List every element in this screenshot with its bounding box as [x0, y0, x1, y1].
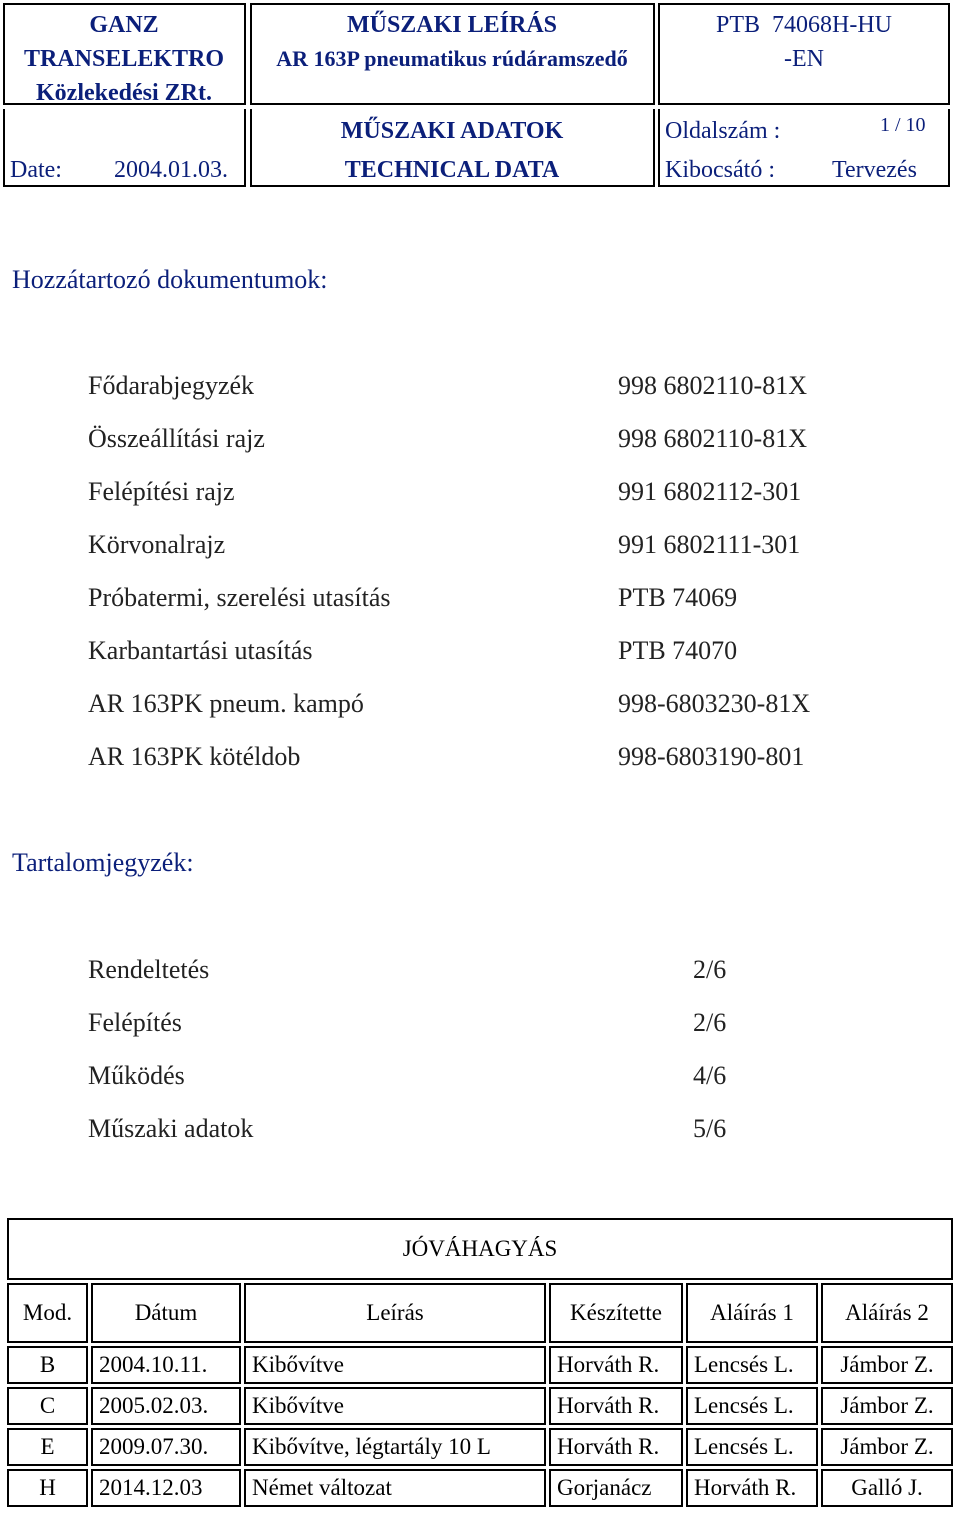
list-item-name: AR 163PK kötéldob [88, 742, 301, 771]
list-item-name: Körvonalrajz [88, 530, 226, 559]
cell-mod: C [7, 1387, 88, 1425]
cell-signature-2: Jámbor Z. [821, 1346, 953, 1384]
cell-date: 2004.10.11. [91, 1346, 241, 1384]
cell-prepared-by: Gorjanácz [549, 1469, 683, 1507]
doc-type: MŰSZAKI LEÍRÁS [346, 12, 558, 38]
cell-prepared-by: Horváth R. [549, 1387, 683, 1425]
column-header: Mod. [7, 1283, 88, 1343]
list-item-name: Összeállítási rajz [88, 424, 265, 453]
column-header: Aláírás 2 [821, 1283, 953, 1343]
toc-item-name: Rendeltetés [88, 955, 210, 984]
cell-signature-2: Jámbor Z. [821, 1428, 953, 1466]
cell-mod: H [7, 1469, 88, 1507]
list-item-name: Felépítési rajz [88, 477, 235, 506]
column-header: Leírás [244, 1283, 546, 1343]
toc-item-page: 2/6 [693, 1008, 727, 1037]
toc-title: Tartalomjegyzék: [12, 848, 194, 877]
page-label: Oldalszám : [665, 118, 781, 144]
issuer-label: Kibocsátó : [665, 157, 775, 183]
cell-description: Kibővítve [244, 1387, 546, 1425]
cell-signature-1: Lencsés L. [686, 1346, 818, 1384]
toc-item-name: Működés [88, 1061, 185, 1090]
issuer-value: Tervezés [832, 157, 917, 183]
date-label: Date: [10, 157, 62, 183]
company-line-2: TRANSELEKTRO [23, 46, 225, 72]
list-item-code: PTB 74069 [618, 583, 738, 612]
cell-date: 2005.02.03. [91, 1387, 241, 1425]
cell-mod: E [7, 1428, 88, 1466]
cell-mod: B [7, 1346, 88, 1384]
cell-signature-1: Horváth R. [686, 1469, 818, 1507]
toc-item-page: 2/6 [693, 955, 727, 984]
company-line-3: Közlekedési ZRt. [36, 80, 212, 106]
cell-description: Kibővítve [244, 1346, 546, 1384]
list-item-name: Fődarabjegyzék [88, 371, 255, 400]
table-row [7, 1387, 953, 1425]
cell-signature-1: Lencsés L. [686, 1428, 818, 1466]
section-title-en: TECHNICAL DATA [344, 157, 560, 183]
list-item-name: Próbatermi, szerelési utasítás [88, 583, 391, 612]
table-row [7, 1346, 953, 1384]
toc-item-page: 4/6 [693, 1061, 727, 1090]
list-item-code: 991 6802112-301 [618, 477, 802, 506]
list-item-code: PTB 74070 [618, 636, 738, 665]
table-row [7, 1469, 953, 1507]
cell-description: Német változat [244, 1469, 546, 1507]
list-item-name: Karbantartási utasítás [88, 636, 313, 665]
page-value: 1 / 10 [880, 114, 926, 136]
column-header: Dátum [91, 1283, 241, 1343]
list-item-code: 998 6802110-81X [618, 371, 807, 400]
list-item-name: AR 163PK pneum. kampó [88, 689, 364, 718]
cell-signature-2: Jámbor Z. [821, 1387, 953, 1425]
date-value: 2004.01.03. [114, 157, 228, 183]
section-title-hu: MŰSZAKI ADATOK [340, 118, 564, 144]
company-line-1: GANZ [89, 12, 159, 38]
toc-item-name: Műszaki adatok [88, 1114, 254, 1143]
table-row [7, 1428, 953, 1466]
doc-code-line-1: PTB 74068H-HU [715, 12, 892, 38]
cell-date: 2009.07.30. [91, 1428, 241, 1466]
list-item-code: 998-6803230-81X [618, 689, 811, 718]
list-item-code: 991 6802111-301 [618, 530, 801, 559]
doc-code-line-2: -EN [784, 46, 824, 72]
toc-item-page: 5/6 [693, 1114, 727, 1143]
approval-title: JÓVÁHAGYÁS [7, 1218, 953, 1280]
cell-date: 2014.12.03 [91, 1469, 241, 1507]
column-header: Készítette [549, 1283, 683, 1343]
toc-item-name: Felépítés [88, 1008, 182, 1037]
list-item-code: 998 6802110-81X [618, 424, 807, 453]
column-header: Aláírás 1 [686, 1283, 818, 1343]
related-docs-title: Hozzátartozó dokumentumok: [12, 265, 328, 294]
cell-prepared-by: Horváth R. [549, 1346, 683, 1384]
cell-description: Kibővítve, légtartály 10 L [244, 1428, 546, 1466]
list-item-code: 998-6803190-801 [618, 742, 805, 771]
approval-table [4, 1215, 956, 1510]
cell-signature-2: Galló J. [821, 1469, 953, 1507]
cell-signature-1: Lencsés L. [686, 1387, 818, 1425]
doc-subject: AR 163P pneumatikus rúdáramszedő [276, 46, 628, 71]
cell-prepared-by: Horváth R. [549, 1428, 683, 1466]
